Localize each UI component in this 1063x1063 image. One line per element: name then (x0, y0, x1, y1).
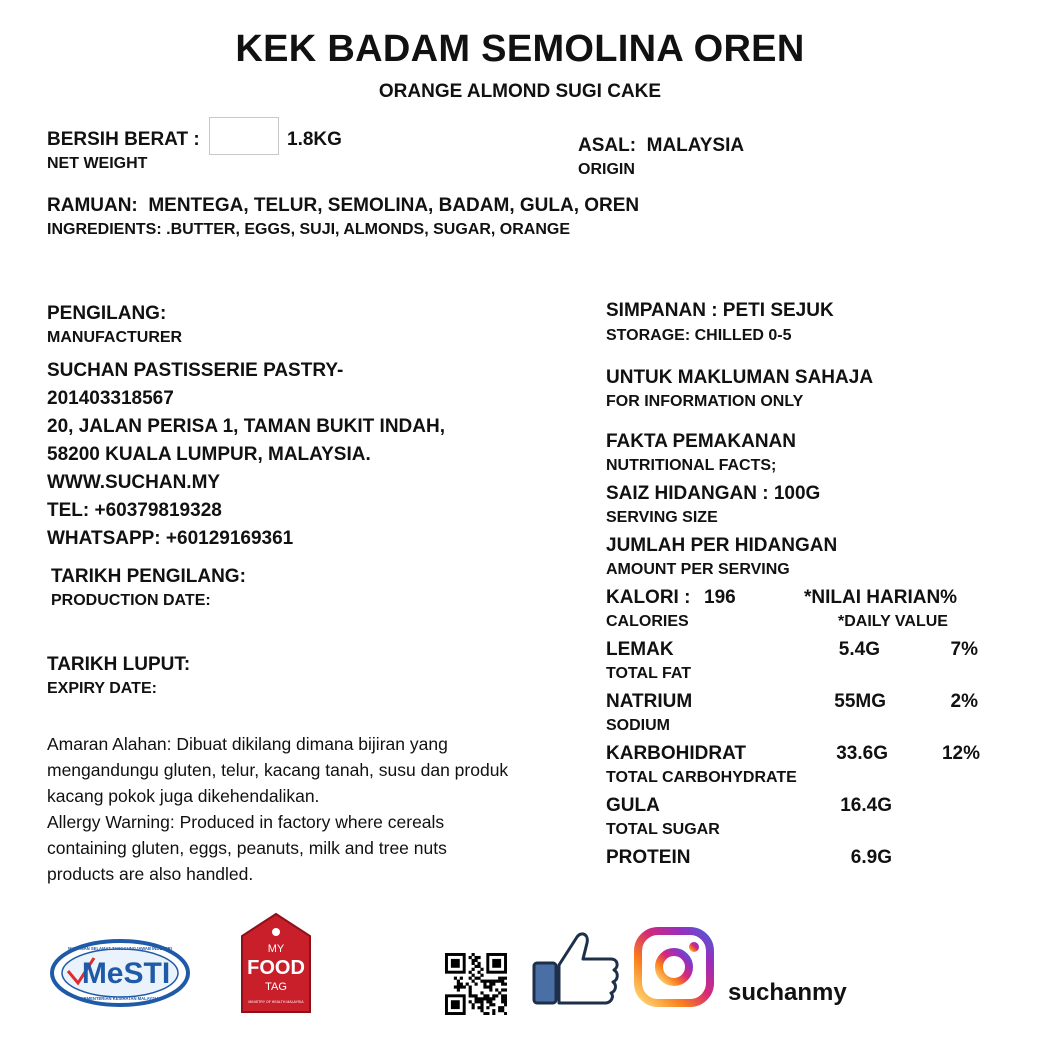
mesti-logo (50, 938, 190, 1008)
net-weight-label-en: NET WEIGHT (47, 155, 148, 172)
nutrition-title: FAKTA PEMAKANAN (606, 431, 796, 452)
ingredients-label: RAMUAN: (47, 195, 138, 216)
calories-label: KALORI : (606, 587, 691, 608)
nutrient-row (606, 847, 986, 871)
manufacturer-street: 20, JALAN PERISA 1, TAMAN BUKIT INDAH, (47, 416, 445, 437)
my-food-tag-food: FOOD (247, 957, 305, 979)
calories-value: 196 (704, 587, 736, 608)
product-subtitle: ORANGE ALMOND SUGI CAKE (378, 81, 662, 102)
amount-per-serving-en: AMOUNT PER SERVING (606, 561, 790, 578)
serving-size-en: SERVING SIZE (606, 509, 718, 526)
nutrient-daily-value: 7% (950, 639, 978, 660)
product-title: KEK BADAM SEMOLINA OREN (235, 28, 805, 70)
nutrient-amount: 6.9G (850, 847, 892, 868)
manufacturer-name: SUCHAN PASTISSERIE PASTRY- (47, 360, 344, 381)
nutrient-name: GULA (606, 795, 660, 816)
allergy-warning-ms: Amaran Alahan: Dibuat dikilang dimana bijiran yang mengandungu gluten, telur, kacang tanah, susu dan produk kacang pokok juga dikehendalikan. (47, 734, 509, 806)
calories-label-en: CALORIES (606, 613, 689, 630)
net-weight-label: BERSIH BERAT : (47, 129, 200, 150)
nutrient-amount: 33.6G (836, 743, 888, 764)
origin-label-en: ORIGIN (578, 161, 635, 178)
nutrient-amount: 5.4G (838, 639, 880, 660)
manufacturer-label-en: MANUFACTURER (47, 329, 183, 346)
manufacturer-whatsapp: WHATSAPP: +60129169361 (47, 528, 294, 549)
qr-code-svg (445, 953, 507, 1015)
nutrition-title-en: NUTRITIONAL FACTS; (606, 457, 777, 474)
origin-line (578, 135, 744, 157)
instagram-icon[interactable] (634, 927, 714, 1007)
manufacturer-reg-no: 201403318567 (47, 388, 174, 409)
expiry-date-label-en: EXPIRY DATE: (47, 680, 157, 697)
origin-value: MALAYSIA (646, 135, 745, 156)
info-label: UNTUK MAKLUMAN SAHAJA (606, 367, 874, 388)
instagram-handle[interactable]: suchanmy (728, 979, 847, 1006)
nutrient-daily-value: 2% (950, 691, 978, 712)
nutrient-row (606, 691, 986, 715)
nutrient-name: NATRIUM (606, 691, 693, 712)
info-label-en: FOR INFORMATION ONLY (606, 393, 804, 410)
nutrient-name-en: TOTAL SUGAR (606, 821, 720, 838)
nutrient-amount: 55MG (834, 691, 886, 712)
net-weight-value: 1.8KG (287, 129, 342, 150)
my-food-tag-logo (240, 912, 312, 1014)
manufacturer-city: 58200 KUALA LUMPUR, MALAYSIA. (47, 444, 371, 465)
manufacturer-tel: TEL: +60379819328 (47, 500, 222, 521)
daily-value-label-en: *DAILY VALUE (838, 613, 948, 630)
mesti-top-text: MAKANAN SELAMAT TANGGUNGJAWAB INDUSTRI (68, 946, 172, 951)
origin-label: ASAL: (578, 135, 637, 156)
mesti-text: MeSTI (81, 957, 171, 990)
my-food-tag-svg (240, 912, 312, 1014)
nutrient-name-en: SODIUM (606, 717, 670, 734)
my-food-tag-tag: TAG (265, 981, 287, 993)
my-food-tag-my: MY (267, 943, 285, 955)
serving-size: SAIZ HIDANGAN : 100G (606, 483, 821, 504)
thumbs-up-icon[interactable] (531, 929, 621, 1007)
nutrient-name-en: TOTAL FAT (606, 665, 692, 682)
nutrient-name: PROTEIN (606, 847, 691, 868)
qr-code[interactable] (445, 953, 507, 1015)
ingredients-value: MENTEGA, TELUR, SEMOLINA, BADAM, GULA, OREN (148, 195, 640, 216)
production-date-label: TARIKH PENGILANG: (51, 566, 246, 587)
ingredients-label-en: INGREDIENTS: .BUTTER, EGGS, SUJI, ALMONDS, SUGAR, ORANGE (47, 221, 570, 238)
mesti-bottom-text: KEMENTERIAN KESIHATAN MALAYSIA (80, 996, 160, 1001)
nutrient-amount: 16.4G (840, 795, 892, 816)
manufacturer-address (47, 357, 445, 553)
production-date-label-en: PRODUCTION DATE: (51, 592, 211, 609)
nutrient-row (606, 639, 986, 663)
storage-label-en: STORAGE: CHILLED 0-5 (606, 327, 792, 344)
storage-label: SIMPANAN : PETI SEJUK (606, 300, 834, 321)
manufacturer-website: WWW.SUCHAN.MY (47, 472, 221, 493)
nutrient-name-en: TOTAL CARBOHYDRATE (606, 769, 797, 786)
mesti-logo-svg (50, 938, 190, 1008)
nutrient-row (606, 743, 986, 767)
expiry-date-label: TARIKH LUPUT: (47, 654, 191, 675)
nutrient-name: KARBOHIDRAT (606, 743, 747, 764)
my-food-tag-ministry: MINISTRY OF HEALTH MALAYSIA (248, 1000, 304, 1004)
amount-per-serving: JUMLAH PER HIDANGAN (606, 535, 838, 556)
nutrient-daily-value: 12% (941, 743, 980, 764)
nutrient-name: LEMAK (606, 639, 674, 660)
allergy-warning-en: Allergy Warning: Produced in factory where cereals containing gluten, eggs, peanuts, milk and tree nuts products are also handled. (47, 812, 447, 884)
ingredients-line (47, 195, 639, 217)
manufacturer-label: PENGILANG: (47, 303, 167, 324)
daily-value-label: *NILAI HARIAN% (804, 587, 958, 608)
net-weight-box (209, 117, 279, 155)
allergy-warning (47, 731, 517, 887)
nutrient-row (606, 795, 986, 819)
calories-row (606, 587, 986, 611)
